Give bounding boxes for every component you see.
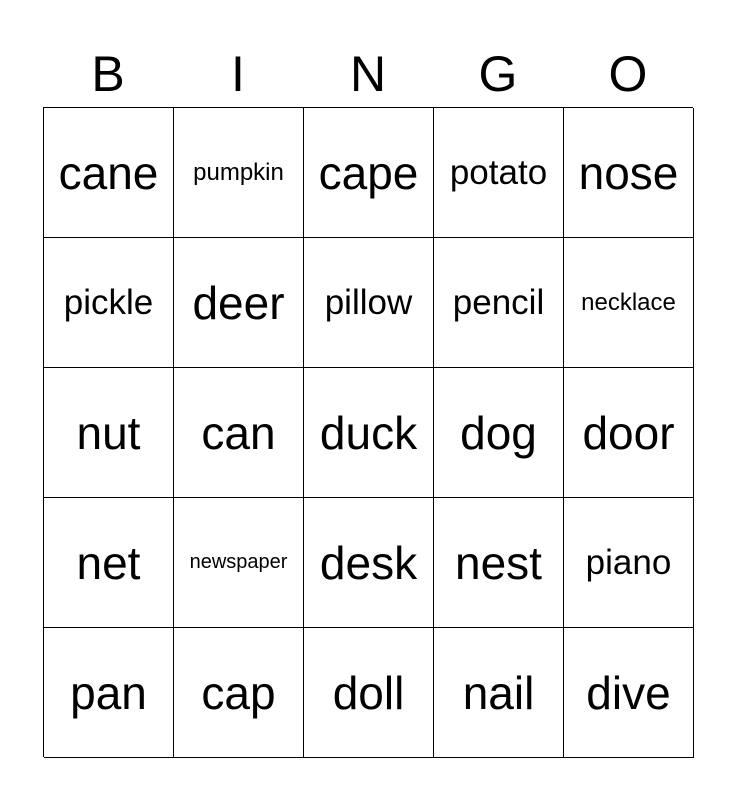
bingo-cell[interactable]: pillow: [304, 238, 434, 368]
bingo-cell[interactable]: cape: [304, 108, 434, 238]
header-letter-b: B: [91, 46, 125, 102]
bingo-cell[interactable]: doll: [304, 628, 434, 758]
bingo-cell[interactable]: door: [564, 368, 694, 498]
bingo-cell[interactable]: deer: [174, 238, 304, 368]
bingo-cell[interactable]: desk: [304, 498, 434, 628]
bingo-header: [43, 42, 693, 106]
bingo-cell[interactable]: dog: [434, 368, 564, 498]
bingo-cell[interactable]: cap: [174, 628, 304, 758]
bingo-cell[interactable]: dive: [564, 628, 694, 758]
bingo-cell[interactable]: cane: [44, 108, 174, 238]
bingo-cell[interactable]: pan: [44, 628, 174, 758]
bingo-card: [43, 107, 693, 757]
bingo-cell[interactable]: piano: [564, 498, 694, 628]
header-letter-i: I: [231, 46, 245, 102]
bingo-cell[interactable]: can: [174, 368, 304, 498]
bingo-cell[interactable]: pumpkin: [174, 108, 304, 238]
bingo-cell[interactable]: necklace: [564, 238, 694, 368]
header-letter-n: N: [349, 46, 387, 102]
header-letter-g: G: [478, 46, 518, 102]
bingo-cell[interactable]: pickle: [44, 238, 174, 368]
bingo-cell[interactable]: nut: [44, 368, 174, 498]
header-letter-o: O: [608, 46, 648, 102]
bingo-cell[interactable]: nest: [434, 498, 564, 628]
bingo-cell[interactable]: newspaper: [174, 498, 304, 628]
bingo-cell[interactable]: pencil: [434, 238, 564, 368]
bingo-cell[interactable]: nail: [434, 628, 564, 758]
bingo-cell[interactable]: net: [44, 498, 174, 628]
bingo-cell[interactable]: potato: [434, 108, 564, 238]
bingo-cell[interactable]: nose: [564, 108, 694, 238]
bingo-cell[interactable]: duck: [304, 368, 434, 498]
